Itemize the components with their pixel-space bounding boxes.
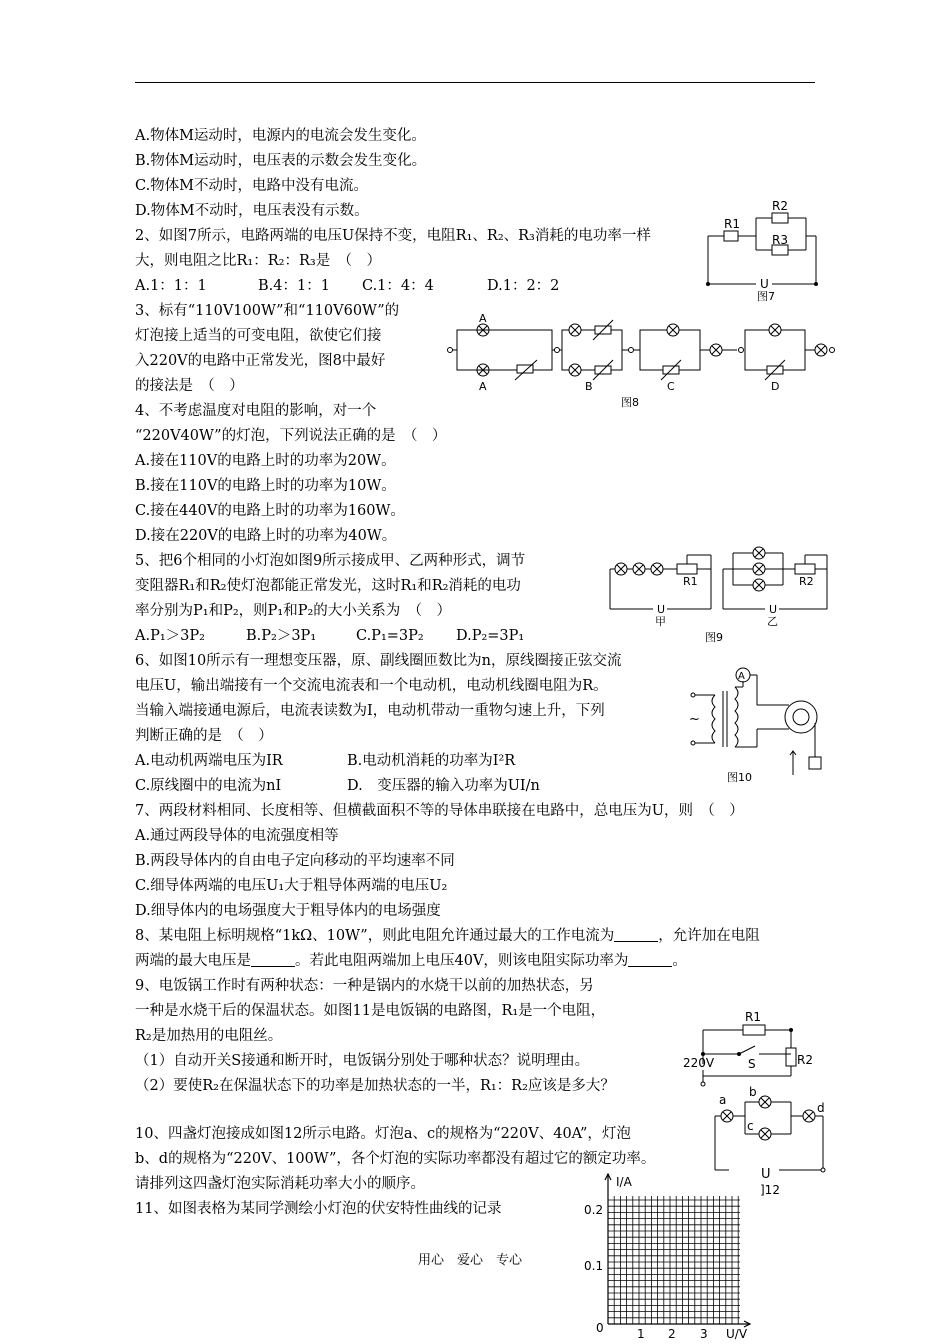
fig10-caption: 图10 xyxy=(727,771,752,784)
q6-option-c: C.原线圈中的电流为nI xyxy=(135,778,282,794)
fig11-voltage-label: 220V xyxy=(683,1056,715,1070)
q6-option-b: B.电动机消耗的功率为I²R xyxy=(347,753,516,769)
fig10-ammeter-label: A xyxy=(738,671,745,682)
q9-line1: 9、电饭锅工作时有两种状态：一种是锅内的水烧干以前的加热状态，另 xyxy=(135,978,594,994)
graph-xtick-1: 1 xyxy=(637,1327,645,1341)
q5-option-b: B.P₂＞3P₁ xyxy=(246,628,317,644)
q5-line2: 变阻器R₁和R₂使灯泡都能正常发光，这时R₁和R₂消耗的电功 xyxy=(135,578,521,594)
fig9-jia-label: 甲 xyxy=(655,615,666,628)
figure-11-rice-cooker xyxy=(683,1010,813,1090)
q2-option-a: A.1：1：1 xyxy=(135,278,207,294)
q4-line1: 4、不考虑温度对电阻的影响，对一个 xyxy=(135,403,377,419)
fig12-label-c: c xyxy=(747,1119,754,1133)
q2-line2: 大，则电阻之比R₁：R₂：R₃是 （ ） xyxy=(135,253,381,269)
fig8-label-a: A xyxy=(479,380,487,393)
q10-line1: 10、四盏灯泡接成如图12所示电路。灯泡a、c的规格为“220V、40A”，灯泡 xyxy=(135,1126,631,1142)
fig7-r1-label: R1 xyxy=(724,217,740,231)
q3-line1: 3、标有“110V100W”和“110V60W”的 xyxy=(135,303,400,319)
fig11-r1-label: R1 xyxy=(745,1010,761,1024)
q8-line1-text: 8、某电阻上标明规格“1kΩ、10W”，则此电阻允许通过最大的工作电流为 xyxy=(135,928,615,944)
fig11-r2-label: R2 xyxy=(797,1053,813,1067)
graph-y-axis-label: I/A xyxy=(616,1175,632,1189)
fig8-label-b: B xyxy=(585,380,593,393)
q2-line1: 2、如图7所示，电路两端的电压U保持不变，电阻R₁、R₂、R₃消耗的电功率一样 xyxy=(135,228,651,244)
page-footer: 用心 爱心 专心 xyxy=(418,1253,523,1268)
q1-option-a: A.物体M运动时，电源内的电流会发生变化。 xyxy=(135,128,426,144)
figure-10-transformer xyxy=(685,665,825,785)
fig12-u-label: U xyxy=(761,1167,771,1182)
q3-line2: 灯泡接上适当的可变电阻，欲使它们接 xyxy=(135,328,382,344)
q8-line2 xyxy=(135,952,687,970)
q2-option-d: D.1：2：2 xyxy=(487,278,560,294)
q7-option-a: A.通过两段导体的电流强度相等 xyxy=(135,828,339,844)
q7-option-d: D.细导体内的电场强度大于粗导体内的电场强度 xyxy=(135,903,441,919)
q6-line2: 电压U，输出端接有一个交流电流表和一个电动机，电动机线圈电阻为R。 xyxy=(135,678,608,694)
q6-line4: 判断正确的是 （ ） xyxy=(135,728,273,744)
q1-option-c: C.物体M不动时，电路中没有电流。 xyxy=(135,178,369,194)
graph-ytick-0.2: 0.2 xyxy=(584,1203,604,1217)
q6-line1: 6、如图10所示有一理想变压器，原、副线圈匝数比为n，原线圈接正弦交流 xyxy=(135,653,622,669)
q4-option-c: C.接在440V的电路上时的功率为160W。 xyxy=(135,503,405,519)
fig9-u1-label: U xyxy=(657,603,666,616)
q7-line1: 7、两段材料相同、长度相等、但横截面积不等的导体串联接在电路中，总电压为U，则 （ ） xyxy=(135,803,744,819)
figure-8-circuits xyxy=(445,310,840,410)
fig12-label-a: a xyxy=(719,1093,727,1107)
q8-line1 xyxy=(135,927,760,945)
graph-x-axis-label: U/V xyxy=(726,1327,748,1341)
graph-ytick-0: 0 xyxy=(596,1321,604,1335)
fig7-caption: 图7 xyxy=(757,290,775,303)
q6-option-a: A.电动机两端电压为IR xyxy=(135,753,283,769)
q9-sub1: （1）自动开关S接通和断开时，电饭锅分别处于哪种状态？说明理由。 xyxy=(135,1053,590,1069)
q2-option-b: B.4：1：1 xyxy=(258,278,330,294)
q2-option-c: C.1：4：4 xyxy=(362,278,434,294)
graph-xtick-2: 2 xyxy=(668,1327,676,1341)
q4-line2: “220V40W”的灯泡，下列说法正确的是 （ ） xyxy=(135,428,447,444)
q8-blank-voltage[interactable] xyxy=(251,952,295,967)
q4-option-a: A.接在110V的电路上时的功率为20W。 xyxy=(135,453,396,469)
fig9-yi-label: 乙 xyxy=(767,615,778,628)
q5-option-a: A.P₁＞3P₂ xyxy=(135,628,205,644)
q8-blank-power[interactable] xyxy=(628,952,672,967)
fig11-s-label: S xyxy=(748,1057,756,1071)
graph-ytick-0.1: 0.1 xyxy=(584,1259,604,1273)
fig9-r2-label: R2 xyxy=(799,575,814,588)
q4-option-b: B.接在110V的电路上时的功率为10W。 xyxy=(135,478,396,494)
q8-line2-text: 两端的最大电压是 xyxy=(135,953,251,969)
iu-graph xyxy=(580,1172,770,1344)
q3-line3: 入220V的电路中正常发光，图8中最好 xyxy=(135,353,386,369)
q6-option-d: D. 变压器的输入功率为UI/n xyxy=(347,778,540,794)
q5-line3: 率分别为P₁和P₂，则P₁和P₂的大小关系为 （ ） xyxy=(135,603,452,619)
q9-line3: R₂是加热用的电阻丝。 xyxy=(135,1028,283,1044)
fig7-r3-label: R3 xyxy=(772,233,788,247)
graph-xtick-3: 3 xyxy=(700,1327,708,1341)
fig8-label-d: D xyxy=(771,380,780,393)
q7-option-b: B.两段导体内的自由电子定向移动的平均速率不同 xyxy=(135,853,455,869)
fig7-r2-label: R2 xyxy=(772,199,788,213)
q8-line1-end: ，允许加在电阻 xyxy=(658,928,760,944)
q10-line3: 请排列这四盏灯泡实际消耗功率大小的顺序。 xyxy=(135,1176,425,1192)
fig8-lamp-a: A xyxy=(479,312,487,325)
q9-line2: 一种是水烧干后的保温状态。如图11是电饭锅的电路图，R₁是一个电阻， xyxy=(135,1003,606,1019)
figure-7-circuit xyxy=(700,200,820,305)
fig9-caption: 图9 xyxy=(705,631,723,644)
fig12-label-d: d xyxy=(817,1101,825,1115)
q6-line3: 当输入端接通电源后，电流表读数为I，电动机带动一重物匀速上升，下列 xyxy=(135,703,605,719)
figure-9-circuits xyxy=(605,545,835,645)
q5-option-c: C.P₁=3P₂ xyxy=(356,628,424,644)
q3-line4: 的接法是 （ ） xyxy=(135,378,244,394)
fig9-r1-label: R1 xyxy=(683,575,698,588)
q9-sub2: （2）要使R₂在保温状态下的功率是加热状态的一半，R₁：R₂应该是多大？ xyxy=(135,1078,615,1094)
q1-option-b: B.物体M运动时，电压表的示数会发生变化。 xyxy=(135,153,427,169)
q8-line2-mid: 。若此电阻两端加上电压40V，则该电阻实际功率为 xyxy=(295,953,629,969)
fig7-u-label: U xyxy=(760,277,769,291)
q7-option-c: C.细导体两端的电压U₁大于粗导体两端的电压U₂ xyxy=(135,878,448,894)
q11-line1: 11、如图表格为某同学测绘小灯泡的伏安特性曲线的记录 xyxy=(135,1201,502,1217)
header-rule xyxy=(135,82,815,83)
fig12-label-b: b xyxy=(749,1085,757,1099)
q5-option-d: D.P₂=3P₁ xyxy=(456,628,525,644)
fig9-u2-label: U xyxy=(769,603,778,616)
fig12-caption: ]12 xyxy=(760,1183,780,1197)
fig8-label-c: C xyxy=(667,380,675,393)
fig8-caption: 图8 xyxy=(621,396,639,409)
q10-line2: b、d的规格为“220V、100W”，各个灯泡的实际功率都没有超过它的额定功率。 xyxy=(135,1151,656,1167)
q4-option-d: D.接在220V的电路上时的功率为40W。 xyxy=(135,528,397,544)
q8-line2-end: 。 xyxy=(672,953,687,969)
q5-line1: 5、把6个相同的小灯泡如图9所示接成甲、乙两种形式，调节 xyxy=(135,553,526,569)
q1-option-d: D.物体M不动时，电压表没有示数。 xyxy=(135,203,369,219)
ac-source-icon: ~ xyxy=(689,712,700,727)
q8-blank-current[interactable] xyxy=(614,927,658,942)
